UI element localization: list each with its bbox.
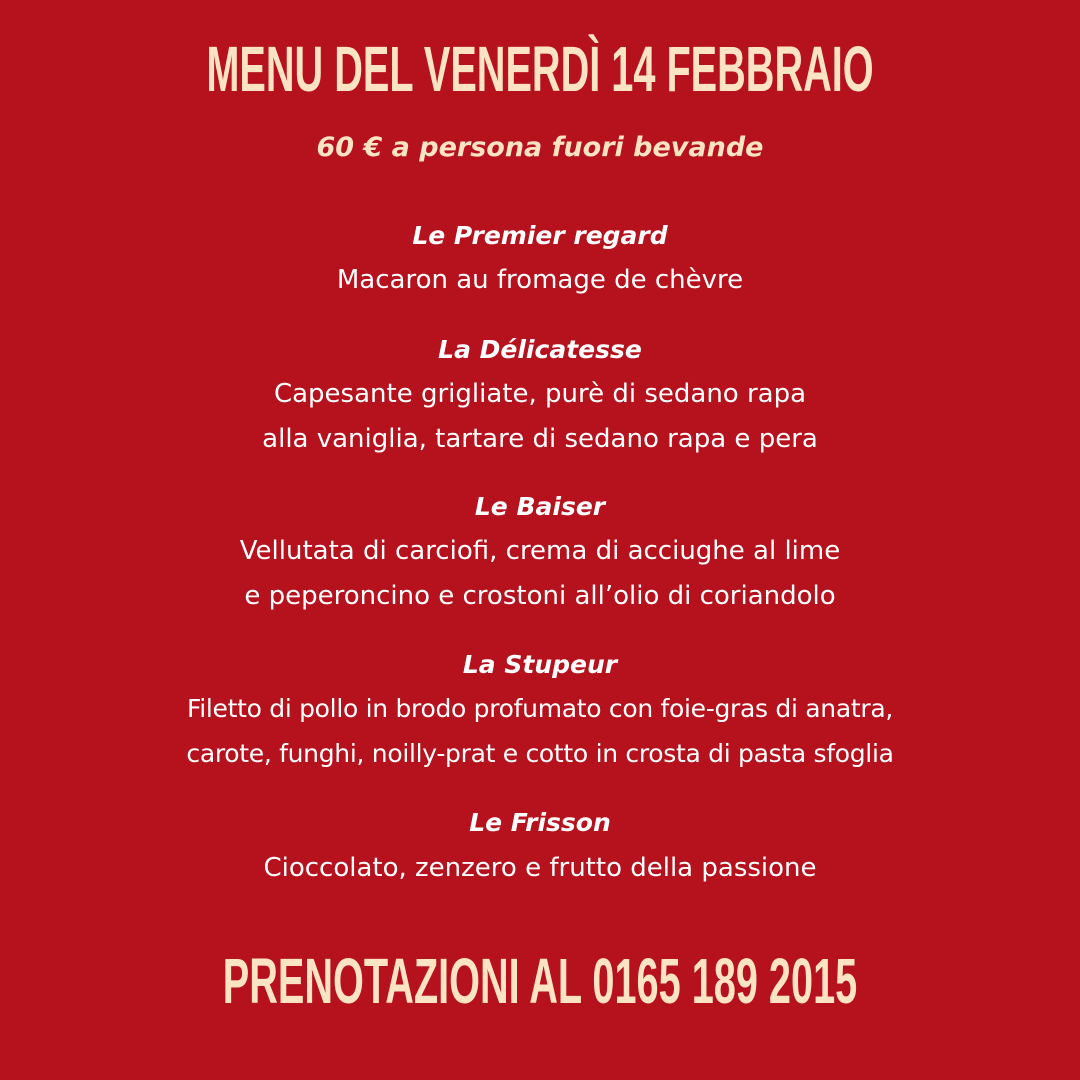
course-name-premier-regard: Le Premier regard bbox=[412, 221, 668, 250]
course-description-line: e peperoncino e crostoni all’olio di coriandolo bbox=[244, 581, 836, 611]
course-name-stupeur: La Stupeur bbox=[462, 650, 618, 679]
course-description-line: alla vaniglia, tartare di sedano rapa e pera bbox=[262, 424, 818, 454]
course-description-line: carote, funghi, noilly-prat e cotto in crosta di pasta sfoglia bbox=[186, 739, 894, 768]
menu-price: 60 € a persona fuori bevande bbox=[316, 132, 764, 163]
course-name-frisson: Le Frisson bbox=[469, 808, 611, 837]
course-description-line: Macaron au fromage de chèvre bbox=[336, 265, 744, 295]
course-name-baiser: Le Baiser bbox=[474, 492, 606, 521]
booking-phone-line: PRENOTAZIONI AL 0165 189 2015 bbox=[222, 945, 858, 1017]
course-description-line: Capesante grigliate, purè di sedano rapa bbox=[273, 379, 807, 409]
course-description-line: Vellutata di carciofi, crema di acciughe al lime bbox=[239, 536, 841, 566]
menu-title: MENU DEL VENERDÌ 14 FEBBRAIO bbox=[206, 33, 874, 105]
course-name-delicatesse: La Délicatesse bbox=[438, 335, 642, 364]
course-description-line: Filetto di pollo in brodo profumato con foie-gras di anatra, bbox=[186, 694, 894, 723]
course-description-line: Cioccolato, zenzero e frutto della passione bbox=[263, 853, 817, 883]
